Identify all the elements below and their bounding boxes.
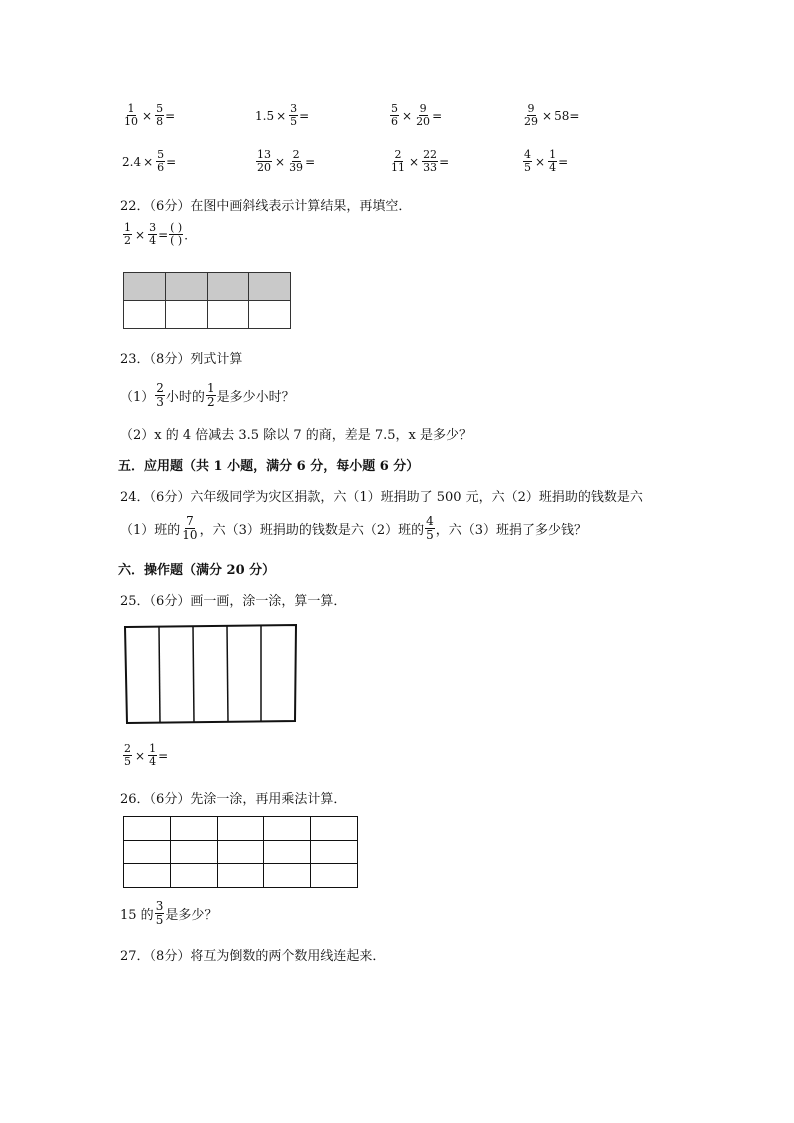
grid-cell[interactable] (170, 840, 217, 864)
section-6-heading: 六．操作题（满分 20 分） (118, 563, 276, 578)
calc-2-4: $\frac{4}{5}$ × $\frac{1}{4}$ = (524, 148, 569, 174)
grid-cell[interactable] (170, 817, 217, 841)
q27-title: 27．（8分）将互为倒数的两个数用线连起来． (120, 949, 386, 964)
q22-shading-grid[interactable] (123, 272, 291, 329)
grid-cell[interactable] (165, 301, 207, 329)
rectangle-outline (125, 625, 296, 723)
q25-rectangle-diagram[interactable] (120, 620, 300, 728)
grid-cell[interactable] (264, 840, 311, 864)
q25-expression: $\frac{2}{5}$ × $\frac{1}{4}$ = (124, 742, 169, 768)
grid-cell[interactable] (124, 301, 166, 329)
calc-1-3: $\frac{5}{6}$ × $\frac{9}{20}$ = (391, 102, 443, 128)
divider-line (227, 626, 228, 722)
grid-cell[interactable] (124, 273, 166, 301)
q23-part1: （1） $\frac{2}{3}$ 小时的 $\frac{1}{2}$ 是多少小时？ (120, 381, 295, 409)
grid-cell[interactable] (249, 301, 291, 329)
grid-cell[interactable] (207, 301, 249, 329)
q24-line1: 24．（6分）六年级同学为灾区捐款，六（1）班捐助了 500 元，六（2）班捐助的钱数是六 (120, 490, 643, 505)
calc-1-1: $\frac{1}{10}$ × $\frac{5}{8}$ = (124, 102, 176, 128)
grid-cell[interactable] (264, 864, 311, 888)
q23-part2: （2）x 的 4 倍减去 3.5 除以 7 的商，差是 7.5，x 是多少？ (120, 428, 473, 443)
grid-cell[interactable] (311, 817, 358, 841)
calc-1-4: $\frac{9}{29}$ × 58 = (524, 102, 580, 128)
q23-title: 23．（8分）列式计算 (120, 352, 243, 367)
grid-cell[interactable] (311, 840, 358, 864)
grid-cell[interactable] (207, 273, 249, 301)
q25-title: 25．（6分）画一画，涂一涂，算一算． (120, 594, 347, 609)
calc-2-3: $\frac{2}{11}$ × $\frac{22}{33}$ = (391, 148, 450, 174)
grid-cell[interactable] (217, 864, 264, 888)
q22-title: 22．（6分）在图中画斜线表示计算结果，再填空． (120, 199, 412, 214)
q22-answer-blank-den[interactable]: ( ) (170, 234, 183, 247)
grid-cell[interactable] (217, 817, 264, 841)
grid-cell[interactable] (170, 864, 217, 888)
q24-line2: （1）班的 $\frac{7}{10}$ ，六（3）班捐助的钱数是六（2）班的 $\frac{4}{5}$ ，六（3）班捐了多少钱？ (120, 514, 588, 542)
calc-1-2: 1.5 × $\frac{3}{5}$ = (255, 102, 310, 128)
q26-shading-grid[interactable] (123, 816, 358, 888)
grid-cell[interactable] (124, 864, 171, 888)
grid-cell[interactable] (249, 273, 291, 301)
section-5-heading: 五．应用题（共 1 小题，满分 6 分，每小题 6 分） (118, 459, 420, 474)
q22-answer-blank-num[interactable]: ( ) (170, 221, 183, 234)
grid-cell[interactable] (264, 817, 311, 841)
calc-2-2: $\frac{13}{20}$ × $\frac{2}{39}$ = (257, 148, 316, 174)
divider-line (159, 627, 160, 723)
grid-cell[interactable] (124, 817, 171, 841)
divider-line (193, 626, 194, 722)
grid-cell[interactable] (124, 840, 171, 864)
grid-cell[interactable] (217, 840, 264, 864)
q26-title: 26．（6分）先涂一涂，再用乘法计算． (120, 792, 347, 807)
q26-question: 15 的 $\frac{3}{5}$ 是多少？ (120, 899, 218, 927)
grid-cell[interactable] (165, 273, 207, 301)
calc-2-1: 2.4 × $\frac{5}{6}$ = (122, 148, 177, 174)
grid-cell[interactable] (311, 864, 358, 888)
q22-expression: $\frac{1}{2}$ × $\frac{3}{4}$ = $\frac{( )}{( )}$ ． (124, 221, 197, 247)
